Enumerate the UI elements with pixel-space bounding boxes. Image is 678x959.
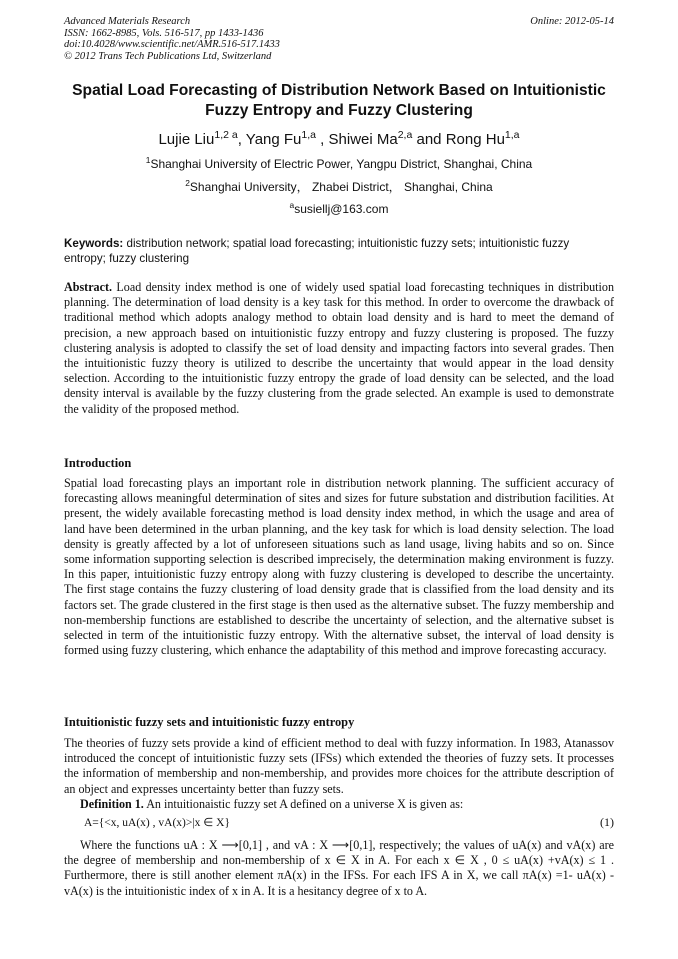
definition-label: Definition 1. <box>80 797 144 811</box>
keywords-label: Keywords: <box>64 237 124 250</box>
affiliation-text: Shanghai University， Zhabei District， Shanghai, China <box>189 180 493 194</box>
journal-name: Advanced Materials Research <box>64 16 191 27</box>
author-affiliation-mark: 1,a <box>504 129 520 141</box>
section-heading-introduction: Introduction <box>64 456 132 470</box>
definition-1 <box>64 797 614 812</box>
keywords-text: distribution network; spatial load forecasting; intuitionistic fuzzy sets; intuitionistic fuzzy entropy; fuzzy clustering <box>64 237 570 265</box>
ifs-paragraph: The theories of fuzzy sets provide a kind of efficient method to deal with fuzzy information. In 1983, Atanassov introduced the concept of intuitionistic fuzzy sets (IFSs) which extended the theories of fuzzy sets. It processes the information of membership and non-membership, and provides more choices for the attribute description of an object and expresses uncertainty better than fuzzy sets. <box>64 736 614 796</box>
affiliation-mark: 1 <box>145 155 151 165</box>
affiliation-1 <box>60 157 618 172</box>
copyright-line: © 2012 Trans Tech Publications Ltd, Switzerland <box>64 50 272 62</box>
author-affiliation-mark: 1,a <box>301 129 316 141</box>
paper-title: Spatial Load Forecasting of Distribution Network Based on Intuitionistic Fuzzy Entropy and Fuzzy Clustering <box>72 82 606 119</box>
author-affiliation-mark: 2,a <box>397 129 413 141</box>
issn-line: ISSN: 1662-8985, Vols. 516-517, pp 1433-1436 <box>64 27 264 39</box>
author-name: Yang Fu <box>245 131 302 148</box>
affiliation-mark: 2 <box>185 178 190 188</box>
equation-1-formula: A={<x, uA(x) , vA(x)>|x ∈ X} <box>84 817 230 829</box>
author-affiliation-mark: 1,2 a <box>214 129 238 141</box>
author-name: Shiwei Ma <box>328 131 398 148</box>
author-name: Lujie Liu <box>158 131 215 148</box>
affiliation-text: Shanghai University of Electric Power, Yangpu District, Shanghai, China <box>150 157 533 171</box>
introduction-paragraph: Spatial load forecasting plays an important role in distribution network planning. The sufficient accuracy of forecasting allows meaningful determination of sites and sizes for future substation and distribution facilities. At present, the widely available forecasting method is load density index method, in which the usage and area of land have been determined in the urban planning, and the key task for which is load density selection. The load density is greatly affected by a lot of unforeseen situations such as land usage, living habits and so on. Since some information supporting selection is described imprecisely, the determination making environment is fuzzy. In this paper, intuitionistic fuzzy entropy along with fuzzy clustering is developed to describe the uncertainty. The first stage contains the fuzzy clustering of load density grade that is classified from the load density and its factors set. The grade clustered in the first stage is then used as the alternative subset. The fuzzy membership and non-membership functions are established to describe the uncertainty of selection, and the alternative subset is selected in term of the intuitionistic fuzzy entropy. With the alternative subset, the interval of load density is formed using fuzzy clustering, which enhance the adaptability of this method and improve forecasting accuracy. <box>64 476 614 658</box>
affiliation-mark: a <box>289 200 295 210</box>
where-paragraph: Where the functions uA : X ⟶[0,1] , and vA : X ⟶[0,1], respectively; the values of uA(x) and vA(x) are the degree of membership and non-membership of x ∈ X in A. For each x ∈ X , 0 ≤ uA(x) +vA(x) ≤ 1 . Furthermore, there is still another element πA(x) in the IFSs. For each IFS A in X, we call πA(x) =1- uA(x) - vA(x) is the intuitionistic index of x in A. It is a hesitancy degree of x to A. <box>64 838 614 898</box>
definition-text: An intuitionaistic fuzzy set A defined on a universe X is given as: <box>146 797 464 811</box>
equation-1 <box>84 815 614 829</box>
affiliation-2 <box>60 180 618 195</box>
doi-line: doi:10.4028/www.scientific.net/AMR.516-517.1433 <box>64 39 280 50</box>
author-list: Lujie Liu$^{1,2 a}$, Yang Fu$^{1,a}$ , Shiwei Ma$^{2,a}$ and Rong Hu$^{1,a}$ <box>158 129 520 148</box>
journal-header <box>64 16 614 62</box>
keywords <box>64 237 614 266</box>
author-name: Rong Hu <box>445 131 505 148</box>
affiliation-email <box>60 202 618 217</box>
section-heading-ifs: Intuitionistic fuzzy sets and intuitionistic fuzzy entropy <box>64 715 355 729</box>
online-date: Online: 2012-05-14 <box>530 16 614 27</box>
email-address: susiellj@163.com <box>294 202 389 216</box>
abstract <box>64 280 614 417</box>
abstract-text: Load density index method is one of widely used spatial load forecasting techniques in distribution planning. The determination of load density is a key task for this method. In order to overcome the drawback of traditional method which adopts analogy method to obtain load density and is hard to meet the demand of precision, a new approach based on intuitionistic fuzzy entropy and fuzzy clustering is proposed. The fuzzy clustering analysis is adopted to classify the set of load density and impacting factors into several grades. Then the intuitionistic fuzzy theory is utilized to describe the uncertainty that would appear in the load density selection. According to the intuitionistic fuzzy entropy the grade of load density can be selected, and the load density interval is available by the fuzzy clustering from the grade selected. An example is used to demonstrate the validity of the proposed method. <box>64 280 614 416</box>
abstract-label: Abstract. <box>64 280 113 294</box>
equation-1-number: (1) <box>600 815 614 829</box>
